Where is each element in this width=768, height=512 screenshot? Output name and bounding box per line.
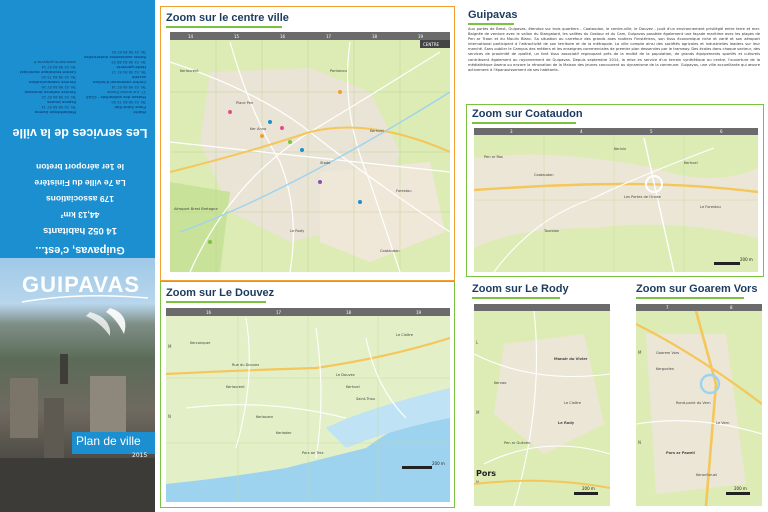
map-label: Rue du Douvez — [232, 363, 260, 367]
map-label: Le Forestou — [700, 205, 721, 209]
coataudon-underline — [472, 122, 576, 124]
map-label: Coataudon — [534, 173, 554, 177]
map-label: Kerconquer — [190, 341, 211, 345]
service-line: Tél. 02 98 84 87 26 — [41, 85, 76, 89]
rody-map[interactable] — [474, 304, 610, 506]
map-label: Kerhuel — [370, 129, 384, 133]
service-line: Tél. 02 98 84 87 62 — [111, 50, 146, 54]
grid-col-label: 3 — [510, 129, 513, 134]
douvez-underline — [166, 301, 266, 303]
service-line: Tél. 02 98 84 87 14 — [111, 85, 146, 89]
map-label: Kerguelen — [656, 367, 675, 371]
grid-col-label: 19 — [416, 310, 422, 315]
centre-map[interactable] — [170, 32, 450, 272]
centre-underline — [166, 26, 282, 28]
goarem-underline — [636, 297, 744, 299]
map-label: Manoir du Vivier — [554, 357, 588, 361]
service-line: Tél. 02 98 84 87 13 — [111, 70, 146, 74]
douvez-map[interactable] — [166, 308, 450, 502]
map-label: Kerivin — [614, 147, 627, 151]
service-line: Espace Jeunes — [47, 100, 76, 104]
service-line: Place Saint-Eloi — [114, 105, 146, 109]
service-line: Tél. 02 98 84 87 14 — [41, 105, 76, 109]
services-list — [8, 8, 148, 114]
scale-label: 200 m — [740, 257, 753, 262]
service-line: Relais assistantes maternelles — [84, 55, 146, 59]
map-label: Coataudon — [380, 249, 400, 253]
grid-row-label: N — [638, 440, 641, 445]
map-label: Le Vern — [716, 421, 730, 425]
grid-col-label: 7 — [666, 305, 669, 310]
service-line: Centre communal d'action sociale — [92, 75, 146, 84]
map-label: Pors an Trez — [302, 451, 324, 455]
scale-label: 200 m — [432, 461, 445, 466]
plan-year: 2015 — [132, 452, 148, 459]
service-line: Mairie — [133, 110, 146, 114]
map-label: Forestou — [396, 189, 412, 193]
map-label: Kerlaurent — [180, 69, 199, 73]
map-label: Kerhuel — [684, 161, 698, 165]
scale-label: 200 m — [734, 486, 747, 491]
service-line: Service communication — [28, 80, 76, 84]
grid-row-label: M — [168, 344, 172, 349]
map-label: Le Rody — [290, 229, 305, 233]
map-label: Kerlaurent — [226, 385, 245, 389]
grid-col-label: 6 — [720, 129, 723, 134]
goarem-title: Zoom sur Goarem Vors — [636, 283, 758, 295]
rody-underline — [472, 297, 560, 299]
photo-street — [0, 458, 155, 512]
douvez-title: Zoom sur Le Douvez — [166, 287, 275, 299]
map-label: Tourbian — [544, 229, 560, 233]
map-label: Ker Anna — [250, 127, 267, 131]
service-line: Tél. 02 98 84 75 00 — [41, 75, 76, 79]
service-line: Tél. 02 98 84 88 29 — [111, 60, 146, 64]
coataudon-map[interactable] — [474, 128, 758, 272]
grid-col-label: 14 — [188, 34, 194, 39]
map-label: Le Rody — [558, 421, 575, 425]
grid-col-label: 18 — [372, 34, 378, 39]
map-label: Kerhuel — [346, 385, 360, 389]
stat-airport: le 1er aéroport breton — [36, 162, 124, 172]
brand-wave-icon — [20, 288, 150, 338]
grid-col-label: 17 — [276, 310, 282, 315]
photo-building — [10, 378, 38, 438]
guipavas-title: Guipavas — [468, 9, 518, 21]
map-label: Saint-Thou — [356, 397, 376, 401]
services-title: Les services de la ville — [12, 126, 148, 140]
centre-legend-text: CENTRE — [423, 42, 440, 47]
service-line: Tél. 02 98 84 87 22 — [41, 95, 76, 99]
rody-title: Zoom sur Le Rody — [472, 283, 569, 295]
service-line: www.mairie-guipavas.fr — [33, 60, 76, 64]
service-line: Centre technique municipal — [20, 70, 76, 74]
map-label: Pors ar Pawell — [666, 451, 695, 455]
grid-col-label: 18 — [346, 310, 352, 315]
centre-title: Zoom sur le centre ville — [166, 12, 289, 24]
map-label: Kervao — [494, 381, 507, 385]
grid-col-label: 4 — [580, 129, 583, 134]
plan-label: Plan de ville — [76, 434, 141, 448]
stat-associations: 179 associations — [45, 194, 115, 204]
grid-col-label: 16 — [206, 310, 212, 315]
map-label: Le Douvez — [336, 373, 355, 377]
grid-row-label: N — [168, 414, 171, 419]
brand-logo-text: GUIPAVAS — [22, 272, 141, 297]
stat-inhabitants: 14 052 habitants — [43, 225, 117, 236]
goarem-map[interactable] — [636, 304, 762, 506]
service-line: Tél. 02 98 84 87 24 — [41, 65, 76, 69]
grid-row-label: M — [638, 350, 642, 355]
guipavas-underline — [468, 23, 514, 25]
map-label: Pen ar Guéven — [504, 441, 531, 445]
cover-headline-block — [0, 112, 155, 258]
stat-area: 44,13 km² — [60, 210, 100, 220]
map-label: Aéroport Brest Bretagne — [174, 207, 218, 211]
grid-col-label: 15 — [234, 34, 240, 39]
service-line: Médiathèque Awena — [34, 110, 76, 114]
stat-finistere: La 7e ville du Finistère — [34, 178, 126, 188]
grid-col-label: 8 — [730, 305, 733, 310]
service-line: Tél. 02 98 84 75 00 — [111, 100, 146, 104]
grid-col-label: 17 — [326, 34, 332, 39]
map-label: Place Pen — [236, 101, 254, 105]
service-line: Halte-garderie — [116, 65, 146, 69]
grid-row-label: M — [476, 410, 480, 415]
map-label: Keriadec — [276, 431, 292, 435]
cover-intro: Guipavas, c'est... — [35, 244, 125, 256]
coataudon-title: Zoom sur Coataudon — [472, 108, 583, 120]
grid-row-label: L — [476, 340, 479, 345]
service-line: 17, rue Amiral Troude — [107, 90, 146, 94]
grid-col-label: 19 — [418, 34, 424, 39]
map-label: Rond-point du Vern — [676, 401, 711, 405]
map-label: Goarem Vors — [656, 351, 680, 355]
map-label: Keranfurust — [696, 473, 717, 477]
grid-col-label: 5 — [650, 129, 653, 134]
grid-row-label: N — [476, 480, 479, 485]
map-label: Stade — [320, 161, 331, 165]
scale-label: 200 m — [582, 486, 595, 491]
map-label: Le Cloître — [396, 333, 414, 337]
map-label: Pontanou — [330, 69, 347, 73]
services-column-2 — [10, 59, 76, 114]
map-label: Pen ar Ros — [484, 155, 503, 159]
service-line: Maison des solidarités - CCAS — [85, 95, 146, 99]
map-label: Les Portes de l'Iroise — [624, 195, 661, 199]
cover-strip — [0, 0, 155, 512]
grid-col-label: 16 — [280, 34, 286, 39]
guipavas-description: Aux portes de Brest, Guipavas, étendue sur trois quartiers - Coataudon, le centre-ville, le Douvez - jouit d'un environnement privilégié entre terre et mer. Baignée de verdure avec le vallon du Stangalard, les vallées du Costour et du Cam, Guipavas possède également une façade maritime avec les plages de Pen ar Traon et du Moulin Blanc. Sa situation au carrefour des grands axes routiers Finistériens, son tissu économique riche et varié et son aéroport international participent à l'attractivité de son territoire et de la métropole. La ville compte ainsi des sociétés agricoles et industrielles leaders sur leur marché. Sans oublier le Campus des métiers et les enseignes commerciales de premier plan desservies par le tramway. Des écoles dans chaque secteur, des services de proximité de qualité, un font tissu associatif regroupant près de la moitié de la population, de grands équipements sportifs et culturels contribuent également au rayonnement de Guipavas. Depuis septembre 2014, la mise en service d'un terrain synthétique au centre, l'ouverture de la médiathèque Awena ou encore la rénovation de la Maison des jeunes concourent au dynamisme de la commune. Guipavas, une ville accueillante qui œuvre activement à l'épanouissement de ses habitants. — [468, 27, 760, 72]
services-column-1 — [80, 49, 146, 114]
photo-church-tower — [60, 354, 68, 384]
service-line: Service enfance jeunesse — [24, 90, 76, 94]
map-label: Pors — [476, 469, 497, 478]
map-label: Le Cloître — [564, 401, 582, 405]
map-label: Kerlouarn — [256, 415, 274, 419]
